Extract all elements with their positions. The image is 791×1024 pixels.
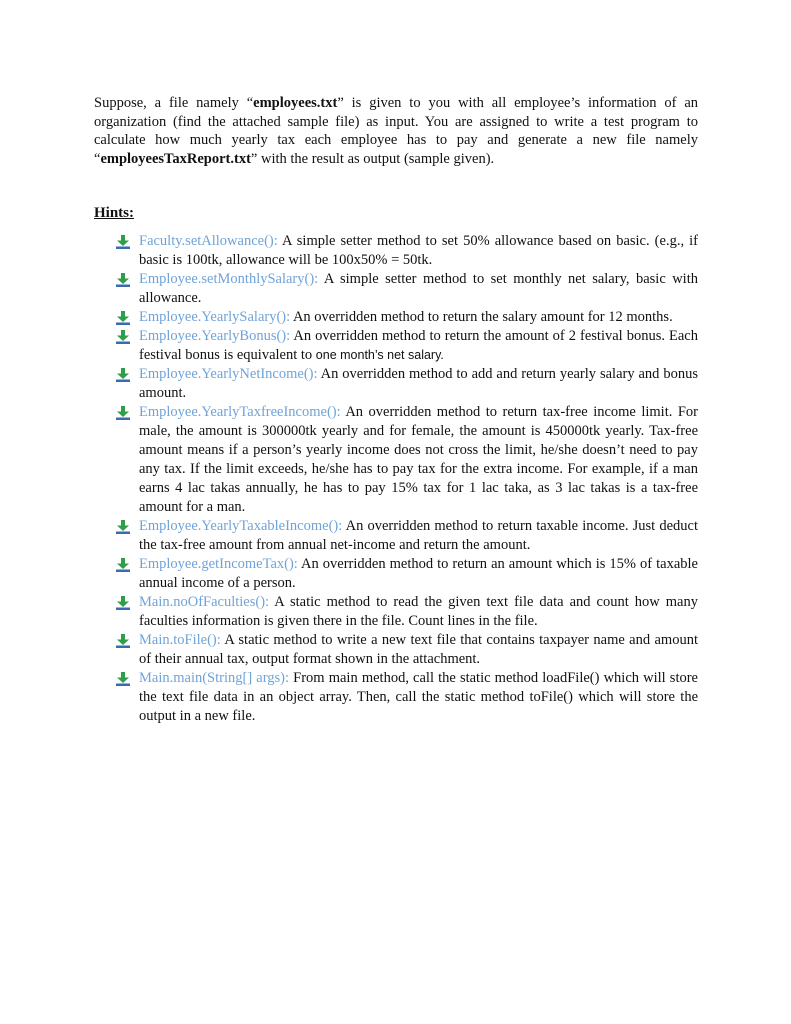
- hint-description: An overridden method to return the salary amount for 12 months.: [290, 309, 673, 325]
- hint-list: [116, 232, 698, 726]
- method-name: Employee.YearlyBonus():: [139, 328, 291, 344]
- hint-description: An overridden method to return tax-free income limit. For male, the amount is 300000tk yearly and for female, the amount is 450000tk yearly. Tax-free amount means if a person’s yearly income does not cross the limit, he/she doesn’t need to pay any tax. If the limit exceeds, he/she has to pay tax for the extra income. For example, if a man earns 4 lac takas annually, he has to pay 15% tax for 1 lac taka, as 3 lac takas is a tax-free amount for a man.: [139, 404, 698, 515]
- download-arrow-icon: [116, 235, 130, 249]
- hint-description: An overridden method to return an amount which is 15% of taxable annual income of a person.: [139, 556, 698, 591]
- hint-description: An overridden method to add and return yearly salary and bonus amount.: [139, 366, 698, 401]
- hint-item: [116, 631, 698, 669]
- download-arrow-icon: [116, 330, 130, 344]
- method-name: Employee.YearlyTaxfreeIncome():: [139, 404, 341, 420]
- input-filename: employees.txt: [253, 95, 338, 111]
- method-name: Employee.getIncomeTax():: [139, 556, 298, 572]
- hint-description-tail: one month’s net salary.: [315, 348, 444, 362]
- download-arrow-icon: [116, 311, 130, 325]
- method-name: Main.noOfFaculties():: [139, 594, 270, 610]
- intro-text-3: ” with the result as output (sample given).: [250, 150, 495, 167]
- hint-description: A simple setter method to set 50% allowance based on basic. (e.g., if basic is 100tk, allowance will be 100x50% = 50tk.: [139, 233, 698, 268]
- download-arrow-icon: [116, 672, 130, 686]
- download-arrow-icon: [116, 273, 130, 287]
- hint-item: [116, 669, 698, 726]
- hint-item: [116, 270, 698, 308]
- hint-item: [116, 308, 698, 327]
- method-name: Main.toFile():: [139, 632, 221, 648]
- hint-description: An overridden method to return taxable income. Just deduct the tax-free amount from annual net-income and return the amount.: [139, 518, 698, 553]
- intro-text-1: Suppose, a file namely “: [94, 95, 254, 111]
- download-arrow-icon: [116, 558, 130, 572]
- method-name: Employee.YearlySalary():: [139, 309, 291, 325]
- hint-item: [116, 403, 698, 517]
- hint-item: [116, 517, 698, 555]
- hint-item: [116, 365, 698, 403]
- download-arrow-icon: [116, 368, 130, 382]
- hint-item: [116, 593, 698, 631]
- hint-item: [116, 327, 698, 365]
- method-name: Faculty.setAllowance():: [139, 233, 278, 249]
- hint-description: From main method, call the static method loadFile() which will store the text file data in an object array. Then, call the static method toFile() which will store the output in a new file.: [139, 670, 698, 724]
- method-name: Employee.setMonthlySalary():: [139, 271, 319, 287]
- download-arrow-icon: [116, 520, 130, 534]
- hint-description: An overridden method to return the amount of 2 festival bonus. Each festival bonus is equivalent to: [139, 328, 698, 363]
- hints-heading: Hints:: [94, 205, 135, 221]
- intro-text-2: ” is given to you with all employee’s information of an organization (find the attached sample file) as input. You are assigned to write a test program to calculate how much yearly tax each employee has to pay and generate a new file namely “: [94, 95, 699, 167]
- download-arrow-icon: [116, 634, 130, 648]
- download-arrow-icon: [116, 596, 130, 610]
- hint-description: A simple setter method to set monthly net salary, basic with allowance.: [139, 271, 698, 306]
- hint-description: A static method to write a new text file that contains taxpayer name and amount of their annual tax, output format shown in the attachment.: [139, 632, 698, 667]
- hint-item: [116, 555, 698, 593]
- hint-description: A static method to read the given text file data and count how many faculties information is given there in the file. Count lines in the file.: [139, 594, 698, 629]
- download-arrow-icon: [116, 406, 130, 420]
- output-filename: employeesTaxReport.txt: [100, 150, 251, 167]
- intro-paragraph: [94, 94, 698, 168]
- hint-item: [116, 232, 698, 270]
- method-name: Employee.YearlyTaxableIncome():: [139, 518, 343, 534]
- method-name: Main.main(String[] args):: [139, 670, 290, 686]
- method-name: Employee.YearlyNetIncome():: [139, 366, 318, 382]
